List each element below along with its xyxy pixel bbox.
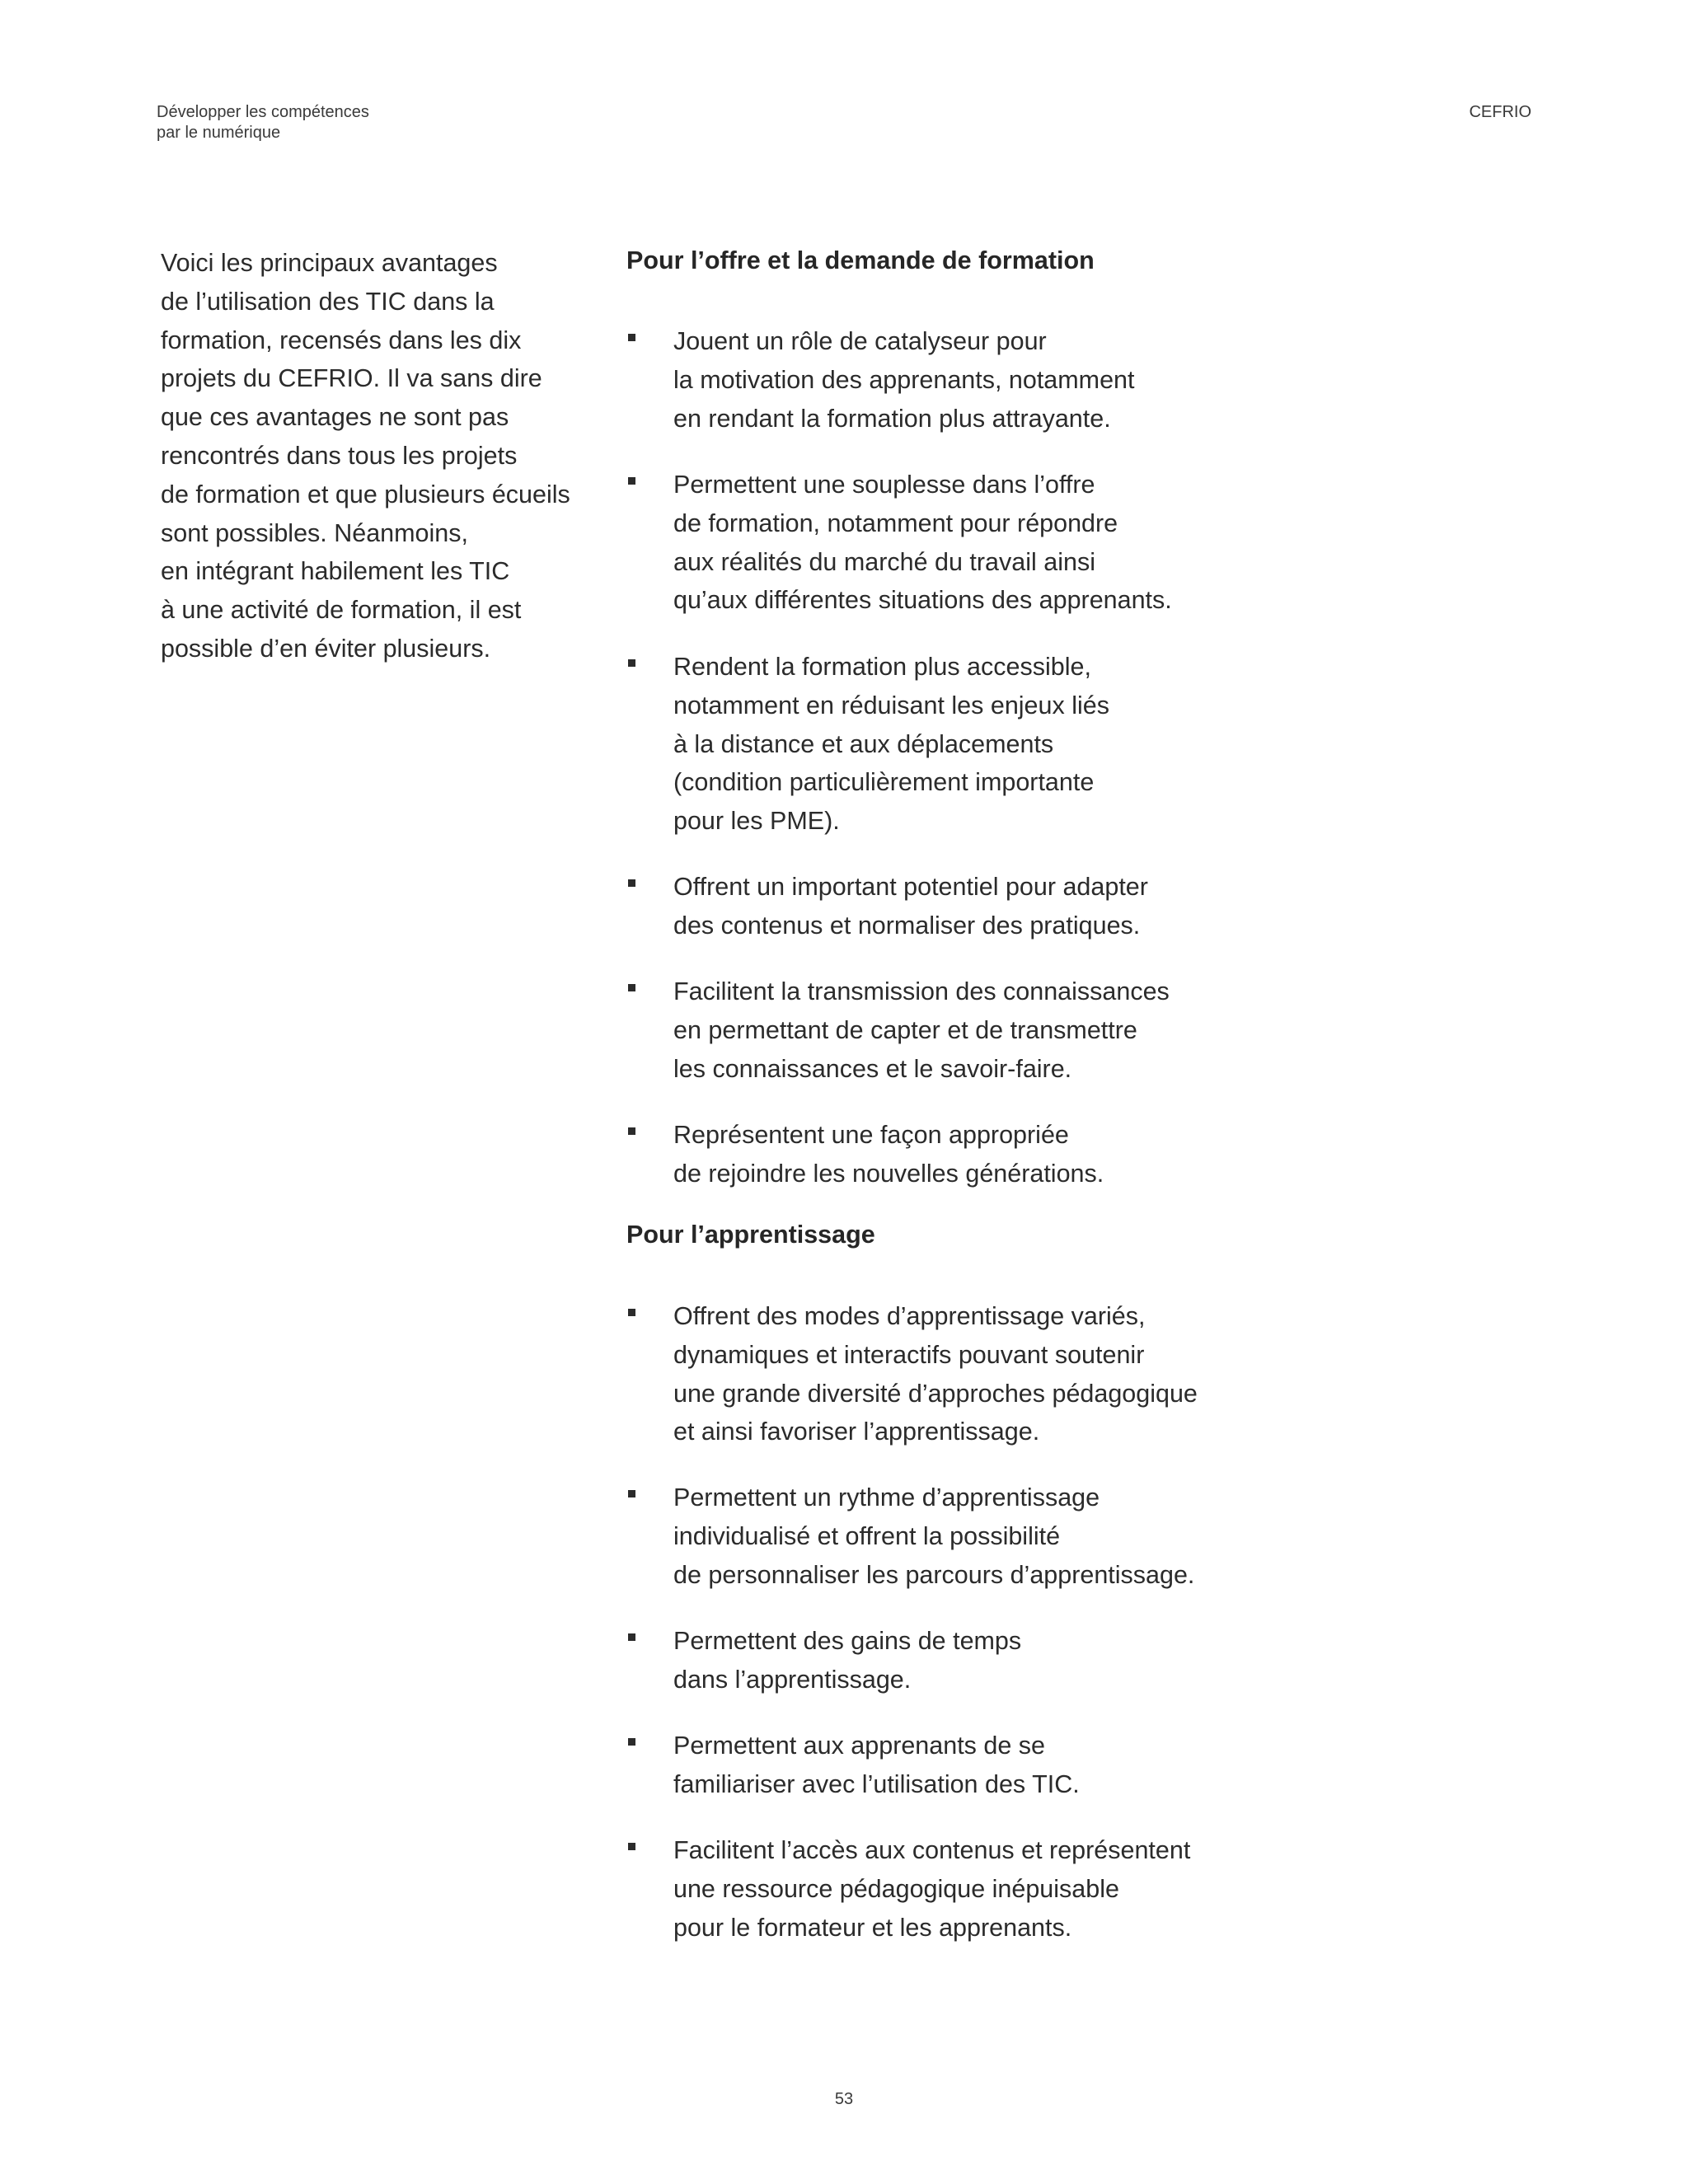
bullet-marker	[628, 659, 635, 667]
intro-line: que ces avantages ne sont pas	[161, 403, 509, 432]
list-item-line: Facilitent la transmission des connaissances	[673, 977, 1170, 1005]
list-item-line: aux réalités du marché du travail ainsi	[673, 547, 1095, 576]
running-header-title	[157, 102, 369, 143]
bullet-marker	[628, 477, 635, 485]
running-header-line: Développer les compétences	[157, 103, 369, 121]
intro-line: projets du CEFRIO. Il va sans dire	[161, 364, 542, 393]
list-item-text	[673, 1831, 1190, 1947]
section-heading-offre-demande: Pour l’offre et la demande de formation	[626, 246, 1095, 274]
bullet-marker	[628, 1843, 635, 1850]
list-item-line: Représentent une façon appropriée	[673, 1121, 1069, 1149]
intro-line: rencontrés dans tous les projets	[161, 441, 518, 470]
list-item-line: Rendent la formation plus accessible,	[673, 653, 1091, 681]
bullet-marker	[628, 879, 635, 887]
intro-line: de formation et que plusieurs écueils	[161, 480, 570, 509]
bullet-marker	[628, 984, 635, 991]
list-item-line: (condition particulièrement importante	[673, 768, 1095, 797]
bullet-marker	[628, 1633, 635, 1641]
intro-line: possible d’en éviter plusieurs.	[161, 634, 491, 663]
list-item-text	[673, 648, 1109, 841]
list-item-text	[673, 1297, 1198, 1451]
list-item-text	[673, 1727, 1080, 1804]
intro-line: en intégrant habilement les TIC	[161, 557, 510, 586]
list-item-line: des contenus et normaliser des pratiques.	[673, 911, 1141, 940]
list-item-line: en rendant la formation plus attrayante.	[673, 404, 1111, 433]
list-item-line: Permettent aux apprenants de se	[673, 1732, 1046, 1760]
intro-line: formation, recensés dans les dix	[161, 326, 522, 354]
list-item-text	[673, 466, 1172, 620]
list-item-line: Facilitent l’accès aux contenus et représentent	[673, 1836, 1191, 1864]
list-item-line: qu’aux différentes situations des apprenants.	[673, 586, 1172, 615]
list-item-line: de formation, notamment pour répondre	[673, 509, 1118, 537]
list-item-line: familiariser avec l’utilisation des TIC.	[673, 1769, 1080, 1798]
bullet-marker	[628, 334, 635, 341]
bullet-marker	[628, 1127, 635, 1135]
list-item-line: Permettent un rythme d’apprentissage	[673, 1483, 1100, 1511]
list-item-text	[673, 322, 1134, 438]
list-item-line: les connaissances et le savoir-faire.	[673, 1054, 1072, 1083]
list-item-line: une grande diversité d’approches pédagogique	[673, 1379, 1198, 1408]
list-item-line: la motivation des apprenants, notamment	[673, 365, 1135, 394]
list-item-line: de rejoindre les nouvelles générations.	[673, 1159, 1104, 1188]
intro-line: sont possibles. Néanmoins,	[161, 518, 468, 547]
list-item-line: à la distance et aux déplacements	[673, 729, 1054, 758]
list-item-text	[673, 1622, 1021, 1699]
list-item-line: Offrent un important potentiel pour adapter	[673, 873, 1148, 901]
intro-line: à une activité de formation, il est	[161, 596, 522, 625]
list-item-text	[673, 972, 1170, 1088]
list-item-text	[673, 1116, 1104, 1193]
list-item-line: Permettent des gains de temps	[673, 1627, 1022, 1655]
running-header-organization: CEFRIO	[1469, 103, 1531, 121]
bullet-marker	[628, 1738, 635, 1746]
list-item-line: de personnaliser les parcours d’apprentissage.	[673, 1560, 1195, 1589]
list-item-line: individualisé et offrent la possibilité	[673, 1521, 1061, 1550]
bullet-marker	[628, 1490, 635, 1497]
list-item-line: dynamiques et interactifs pouvant soutenir	[673, 1340, 1145, 1369]
intro-line: de l’utilisation des TIC dans la	[161, 287, 495, 316]
running-header-line: par le numérique	[157, 124, 281, 142]
page-number: 53	[834, 2090, 854, 2108]
list-item-text	[673, 1479, 1194, 1594]
list-item-line: Offrent des modes d’apprentissage variés,	[673, 1302, 1146, 1330]
intro-paragraph	[161, 244, 606, 668]
bullet-marker	[628, 1309, 635, 1316]
list-item-text	[673, 868, 1148, 945]
list-item-line: notamment en réduisant les enjeux liés	[673, 691, 1109, 719]
section-heading-apprentissage: Pour l’apprentissage	[626, 1221, 875, 1249]
list-item-line: pour le formateur et les apprenants.	[673, 1913, 1072, 1942]
list-item-line: Permettent une souplesse dans l’offre	[673, 471, 1095, 499]
list-item-line: en permettant de capter et de transmettre	[673, 1015, 1137, 1044]
list-item-line: dans l’apprentissage.	[673, 1665, 912, 1694]
intro-line: Voici les principaux avantages	[161, 249, 498, 277]
list-item-line: et ainsi favoriser l’apprentissage.	[673, 1418, 1040, 1446]
list-item-line: pour les PME).	[673, 807, 840, 836]
list-item-line: Jouent un rôle de catalyseur pour	[673, 327, 1047, 355]
list-item-line: une ressource pédagogique inépuisable	[673, 1874, 1119, 1903]
